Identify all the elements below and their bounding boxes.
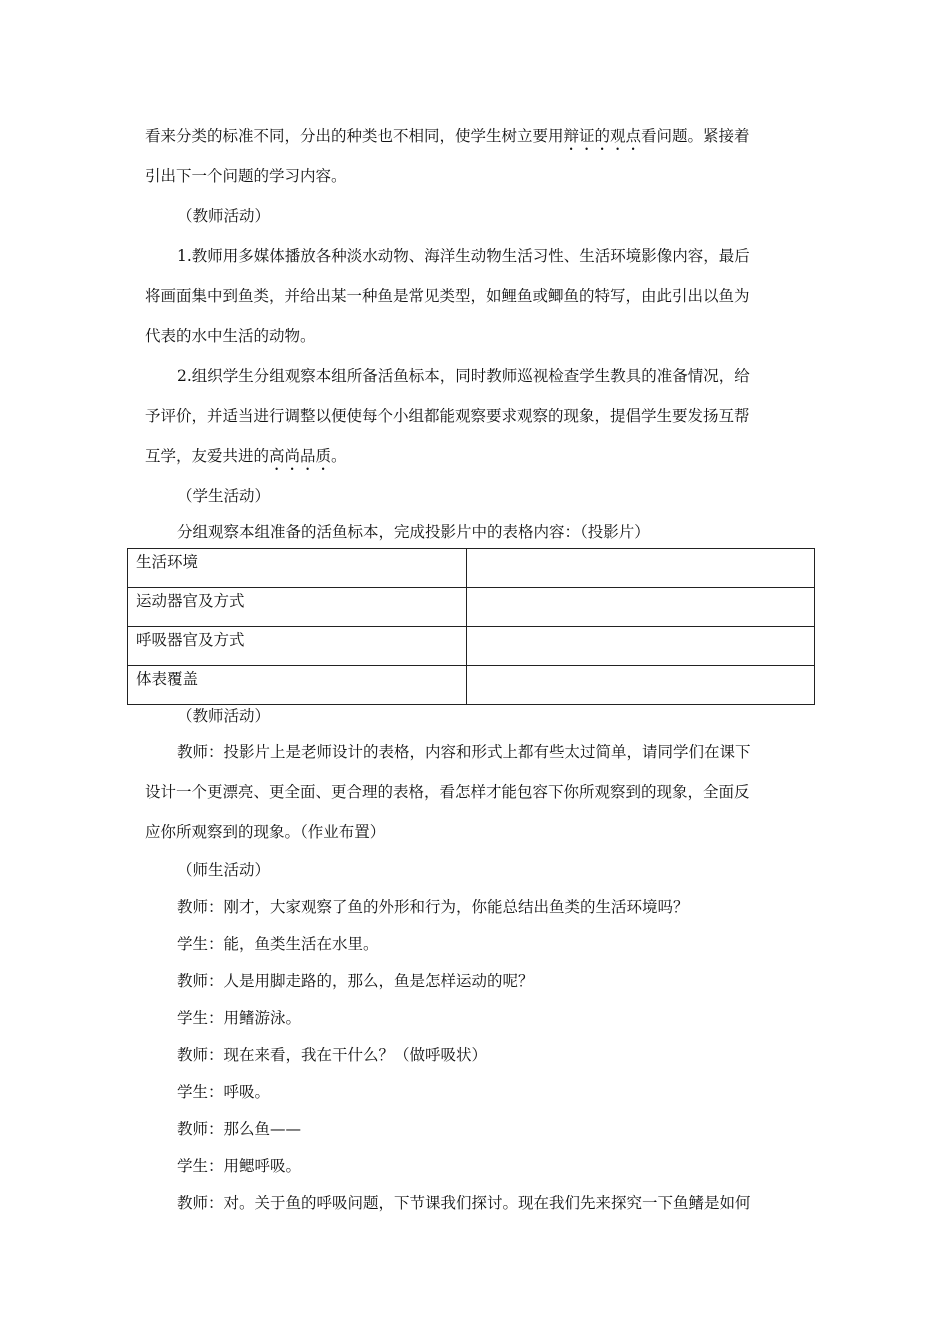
row-value-cell [467, 549, 815, 588]
paragraph-line: 设计一个更漂亮、更全面、更合理的表格，看怎样才能包容下你所观察到的现象，全面反 [145, 783, 750, 801]
row-value-cell [467, 666, 815, 705]
dialogue-line: 教师：现在来看，我在干什么？（做呼吸状） [177, 1046, 488, 1064]
observation-table [127, 548, 815, 705]
dialogue-line: 教师：刚才，大家观察了鱼的外形和行为，你能总结出鱼类的生活环境吗？ [177, 898, 689, 916]
paragraph-line: 1.教师用多媒体播放各种淡水动物、海洋生动物生活习性、生活环境影像内容，最后 [177, 247, 750, 265]
table-row [128, 549, 815, 588]
paragraph-line: 代表的水中生活的动物。 [145, 327, 316, 345]
text-span: 互学，友爱共进的 [145, 447, 270, 465]
section-heading: （教师活动） [177, 207, 271, 225]
dialogue-line: 教师：对。关于鱼的呼吸问题，下节课我们探讨。现在我们先来探究一下鱼鳍是如何 [177, 1194, 751, 1212]
dialogue-line: 教师：那么鱼—— [177, 1120, 302, 1138]
dialogue-line: 教师：人是用脚走路的，那么，鱼是怎样运动的呢？ [177, 972, 534, 990]
section-heading: （师生活动） [177, 861, 271, 879]
table-row [128, 588, 815, 627]
section-heading: （教师活动） [177, 707, 271, 725]
emphasis-text: 高尚品质 [269, 447, 332, 465]
emphasis-text: 辩证的观点 [563, 127, 642, 145]
dialogue-line: 学生：用鳃呼吸。 [177, 1157, 302, 1175]
section-heading: （学生活动） [177, 487, 271, 505]
paragraph-line: 2.组织学生分组观察本组所备活鱼标本，同时教师巡视检查学生教具的准备情况，给 [177, 367, 750, 385]
paragraph-line: 教师：投影片上是老师设计的表格，内容和形式上都有些太过简单，请同学们在课下 [177, 743, 751, 761]
paragraph-line: 分组观察本组准备的活鱼标本，完成投影片中的表格内容：（投影片） [177, 523, 650, 541]
row-label: 运动器官及方式 [128, 588, 467, 627]
row-value-cell [467, 588, 815, 627]
dialogue-line: 学生：呼吸。 [177, 1083, 271, 1101]
dialogue-line: 学生：用鳍游泳。 [177, 1009, 302, 1027]
paragraph-line [145, 126, 750, 154]
text-span: 。 [331, 447, 347, 465]
row-value-cell [467, 627, 815, 666]
row-label: 生活环境 [128, 549, 467, 588]
paragraph-line: 予评价，并适当进行调整以便使每个小组都能观察要求观察的现象，提倡学生要发扬互帮 [145, 407, 750, 425]
table-row [128, 627, 815, 666]
text-span: 看来分类的标准不同，分出的种类也不相同，使学生树立要用 [145, 127, 564, 145]
dialogue-line: 学生：能，鱼类生活在水里。 [177, 935, 379, 953]
paragraph-line: 引出下一个问题的学习内容。 [145, 167, 347, 185]
table-row [128, 666, 815, 705]
paragraph-line: 应你所观察到的现象。（作业布置） [145, 823, 386, 841]
paragraph-line: 将画面集中到鱼类，并给出某一种鱼是常见类型，如鲤鱼或鲫鱼的特写，由此引出以鱼为 [145, 287, 750, 305]
row-label: 体表覆盖 [128, 666, 467, 705]
paragraph-line [145, 446, 347, 474]
row-label: 呼吸器官及方式 [128, 627, 467, 666]
text-span: 看问题。紧接着 [641, 127, 750, 145]
